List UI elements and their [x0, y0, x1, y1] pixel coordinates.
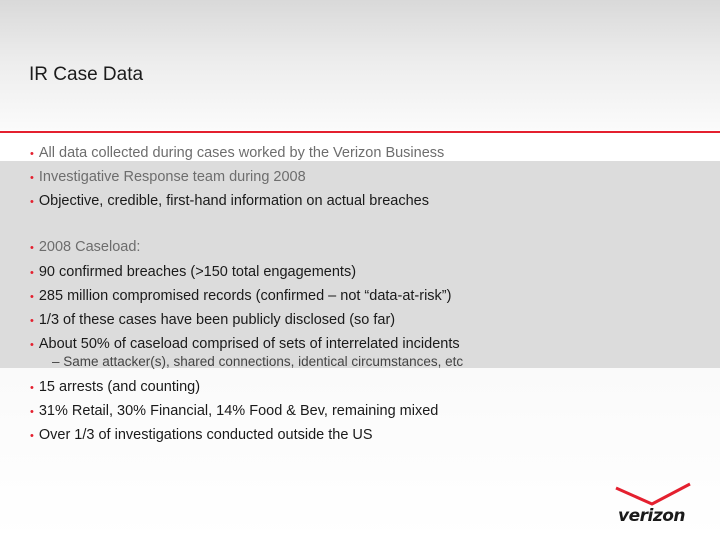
bullet-text: Objective, credible, first-hand information on actual breaches	[38, 193, 429, 209]
slide-title: IR Case Data	[29, 64, 144, 85]
bullet-text: 1/3 of these cases have been publicly disclosed (so far)	[38, 312, 396, 328]
bullet-icon: •	[30, 382, 34, 394]
bullet-item	[30, 426, 373, 445]
verizon-logo: verizon	[618, 506, 685, 526]
bullet-icon: •	[30, 172, 34, 184]
bullet-icon: •	[30, 148, 34, 160]
bullet-item	[30, 144, 444, 163]
bullet-item	[30, 311, 395, 330]
bullet-text: About 50% of caseload comprised of sets of interrelated incidents	[38, 336, 460, 352]
bullet-icon: •	[30, 339, 34, 351]
bullet-item	[30, 335, 460, 354]
bullet-item	[30, 402, 438, 421]
bullet-text: 285 million compromised records (confirmed – not “data-at-risk”)	[38, 288, 452, 304]
bullet-icon: •	[30, 267, 34, 279]
bullet-icon: •	[30, 291, 34, 303]
bullet-item	[30, 238, 140, 257]
bullet-icon: •	[30, 242, 34, 254]
bullet-item	[30, 378, 200, 397]
sub-bullet-text: – Same attacker(s), shared connections, identical circumstances, etc	[52, 354, 464, 369]
bullet-icon: •	[30, 315, 34, 327]
bullet-icon: •	[30, 430, 34, 442]
bullet-text: 90 confirmed breaches (>150 total engagements)	[38, 264, 357, 280]
bullet-text: 31% Retail, 30% Financial, 14% Food & Bev, remaining mixed	[38, 403, 439, 419]
bullet-item	[30, 168, 306, 187]
bullet-item	[30, 192, 429, 211]
bullet-text: 15 arrests (and counting)	[38, 379, 201, 395]
bullet-text: 2008 Caseload:	[38, 239, 141, 255]
bullet-text: All data collected during cases worked by the Verizon Business	[38, 145, 445, 161]
bullet-item	[30, 263, 356, 282]
bullet-icon: •	[30, 406, 34, 418]
bullet-item	[30, 287, 451, 306]
bullet-icon: •	[30, 196, 34, 208]
bullet-text: Over 1/3 of investigations conducted outside the US	[38, 427, 373, 443]
bullet-text: Investigative Response team during 2008	[38, 169, 306, 185]
